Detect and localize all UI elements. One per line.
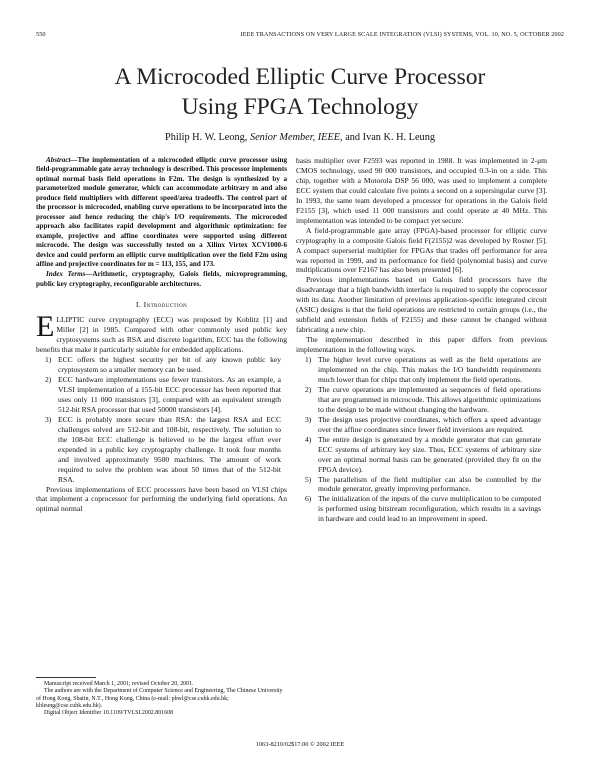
list-item (36, 415, 287, 485)
abstract-text: The implementation of a microcoded elliptic curve processor using field-programmable gate array technology is described. This processor implements optimal normal basis field operations in F2m. The design is synthesized by a parameterized module generator, which can accommodate arbitrary m and also produce field multipliers with different speed/area tradeoffs. The control part of the processor is microcoded, enabling curve operations to be incorporated into the processor and hence reducing the chip's I/O requirements. The microcoded approach also facilitates rapid development and algorithmic optimization: for example, projective and affine coordinates were supported using different microcode. The design was successfully tested on a Xilinx Virtex XCV1000-6 device and could perform an elliptic curve multiplication over the field F2m using affine and projective coordinates for m = 113, 155, and 173. (36, 156, 287, 268)
author-1-role: Senior Member, IEEE, (249, 132, 343, 143)
journal-name: IEEE TRANSACTIONS ON VERY LARGE SCALE INTEGRATION (VLSI) SYSTEMS, VOL. 10, NO. 5, OCTOBER 2002 (240, 31, 564, 38)
intro-paragraph-2: Previous implementations of ECC processors have been based on VLSI chips that implement a coprocessor for performing the underlying field operations. An optimal normal (36, 484, 287, 514)
author-1: Philip H. W. Leong, (165, 132, 248, 143)
section-numeral: I. (135, 300, 144, 310)
index-terms-label: Index Terms— (46, 270, 93, 279)
list-item-number: 3) (45, 414, 52, 424)
list-item (296, 415, 547, 435)
list-item-text: The design uses projective coordinates, which offers a speed advantage over the affine coordinates since fewer field inversions are required. (318, 414, 541, 434)
list-item (296, 355, 547, 385)
author-line (0, 132, 600, 143)
section-title: Introduction (143, 300, 188, 310)
footnote-doi: Digital Object Identifier 10.1109/TVLSI.2002.801608 (44, 710, 174, 717)
right-paragraph-1: basis multiplier over F2593 was reported in 1988. It was implemented in 2-μm CMOS technology, used 90 000 transistors, and occupied 0.3-in on a side. This chip, together with a Motorola DSP 56 000, was used to implement a complete ECC system that could calculate five points a second on a supersingular curve [3]. In 1993, the same team developed a processor for operations in the Galois field F2155 [3], which used 11 000 transistors and could operate at 40 MHz. This implementation was intended to be compact yet secure. (296, 156, 547, 225)
list-item-number: 2) (45, 375, 52, 385)
right-paragraph-4: The implementation described in this paper differs from previous implementations in the following ways. (296, 335, 547, 355)
footnote (36, 677, 287, 717)
intro-paragraph-1 (36, 310, 287, 355)
list-item-number: 2) (305, 384, 312, 394)
list-item-text: ECC is probably more secure than RSA: the largest RSA and ECC challenges solved are 512-bit and 108-bit, respectively. The solution to the 108-bit ECC challenge is believed to be the largest effort ever expended in a public key cryptography challenge. It took four months and involved approximately 9500 machines. The amount of work required to solve the problem was about 50 times that of the 512-bit RSA. (58, 414, 281, 484)
benefits-list (36, 355, 287, 484)
list-item (36, 375, 287, 415)
index-terms (36, 270, 287, 289)
list-item-text: ECC offers the highest security per bit of any known public key cryptosystem so a smaller memory can be used. (58, 355, 281, 375)
list-item-text: The parallelism of the field multiplier can also be controlled by the module generator, greatly improving performance. (318, 474, 541, 494)
list-item (296, 435, 547, 475)
list-item-text: ECC hardware implementations use fewer transistors. As an example, a VLSI implementation of a 155-bit ECC processor has been reported that uses only 11 000 transistors [3], compared with an equivalent strength 512-bit RSA processor that used 50000 transistors [4]. (58, 375, 281, 414)
paper-title (0, 62, 600, 122)
list-item-text: The curve operations are implemented as sequences of field operations that are programmed in microcode. This allows algorithmic optimizations to the design to be made without changing the hardware. (318, 384, 541, 414)
right-paragraph-3: Previous implementations based on Galois field processors have the disadvantage that a high bandwidth interface is required to supply the coprocessor with its data. Another limitation of previous application-specific integrated circuit (ASIC) designs is that the field operations are restricted to certain groups (i.e., the subfield and extension fields of F2155) and these cannot be changed without fabricating a new chip. (296, 275, 547, 335)
section-heading-introduction (36, 300, 287, 310)
list-item-number: 5) (305, 474, 312, 484)
footnote-affiliation: The authors are with the Department of Computer Science and Engineering, The Chinese University of Hong Kong, Shatin, N.T., Hong Kong, China (e-mail: phwl@cse.cuhk.edu.hk; khleung@cse.cuhk.edu.hk). (36, 688, 283, 709)
author-2: and Ivan K. H. Leung (342, 132, 435, 143)
list-item-text: The initialization of the inputs of the curve multiplication to be computed is performed using bitstream reconfiguration, which results in a savings in hardware and could lead to an improvement in speed. (318, 494, 541, 524)
footnote-received: Manuscript received March 1, 2001; revised October 20, 2001. (44, 681, 194, 687)
title-line-1: A Microcoded Elliptic Curve Processor (114, 64, 486, 90)
right-column (296, 156, 547, 524)
list-item-number: 4) (305, 434, 312, 444)
index-terms-text: Arithmetic, cryptography, Galois fields, microprogramming, public key cryptography, reconfigurable architectures. (36, 270, 288, 288)
abstract (36, 156, 287, 269)
intro-paragraph-1-text: LLIPTIC curve cryptography (ECC) was proposed by Koblitz [1] and Miller [2] in 1985. Compared with other commonly used public key cryptosystems such as RSA and discrete logarithm, ECC has the following benefits that make it particularly suitable for embedded applications. (36, 315, 287, 355)
list-item-number: 6) (305, 494, 312, 504)
list-item-text: The higher level curve operations as well as the field operations are implemented on the chip. This makes the I/O bandwidth requirements much lower than for chips that only implement the field operations. (318, 355, 541, 384)
list-item (36, 355, 287, 375)
differences-list (296, 355, 547, 524)
page-number: 550 (36, 31, 46, 38)
list-item-number: 3) (305, 414, 312, 424)
list-item-text: The entire design is generated by a module generator that can generate ECC systems of arbitrary key size. Thus, ECC systems of arbitrary size over an optimal normal basis can be generated (provided they fit on the FPGA device). (318, 434, 541, 474)
title-line-2: Using FPGA Technology (181, 94, 419, 120)
list-item (296, 385, 547, 415)
footnote-rule (36, 677, 96, 678)
list-item (296, 494, 547, 524)
copyright-footer: 1063-8210/02$17.00 © 2002 IEEE (255, 741, 345, 748)
abstract-label: Abstract— (46, 156, 78, 164)
left-column (36, 156, 287, 514)
right-paragraph-2: A field-programmable gate array (FPGA)-based processor for elliptic curve cryptography in a composite Galois field F(2155)2 was developed by Rosner [5]. A compact superserial multiplier for FPGAs that trades off performance for area was reported in 1999, and its performance for field (polynomial basis) and curve multiplications over F2167 has also been presented [6]. (296, 225, 547, 275)
list-item-number: 1) (45, 355, 52, 365)
list-item (296, 475, 547, 495)
list-item-number: 1) (305, 355, 312, 365)
drop-cap: E (36, 310, 55, 344)
